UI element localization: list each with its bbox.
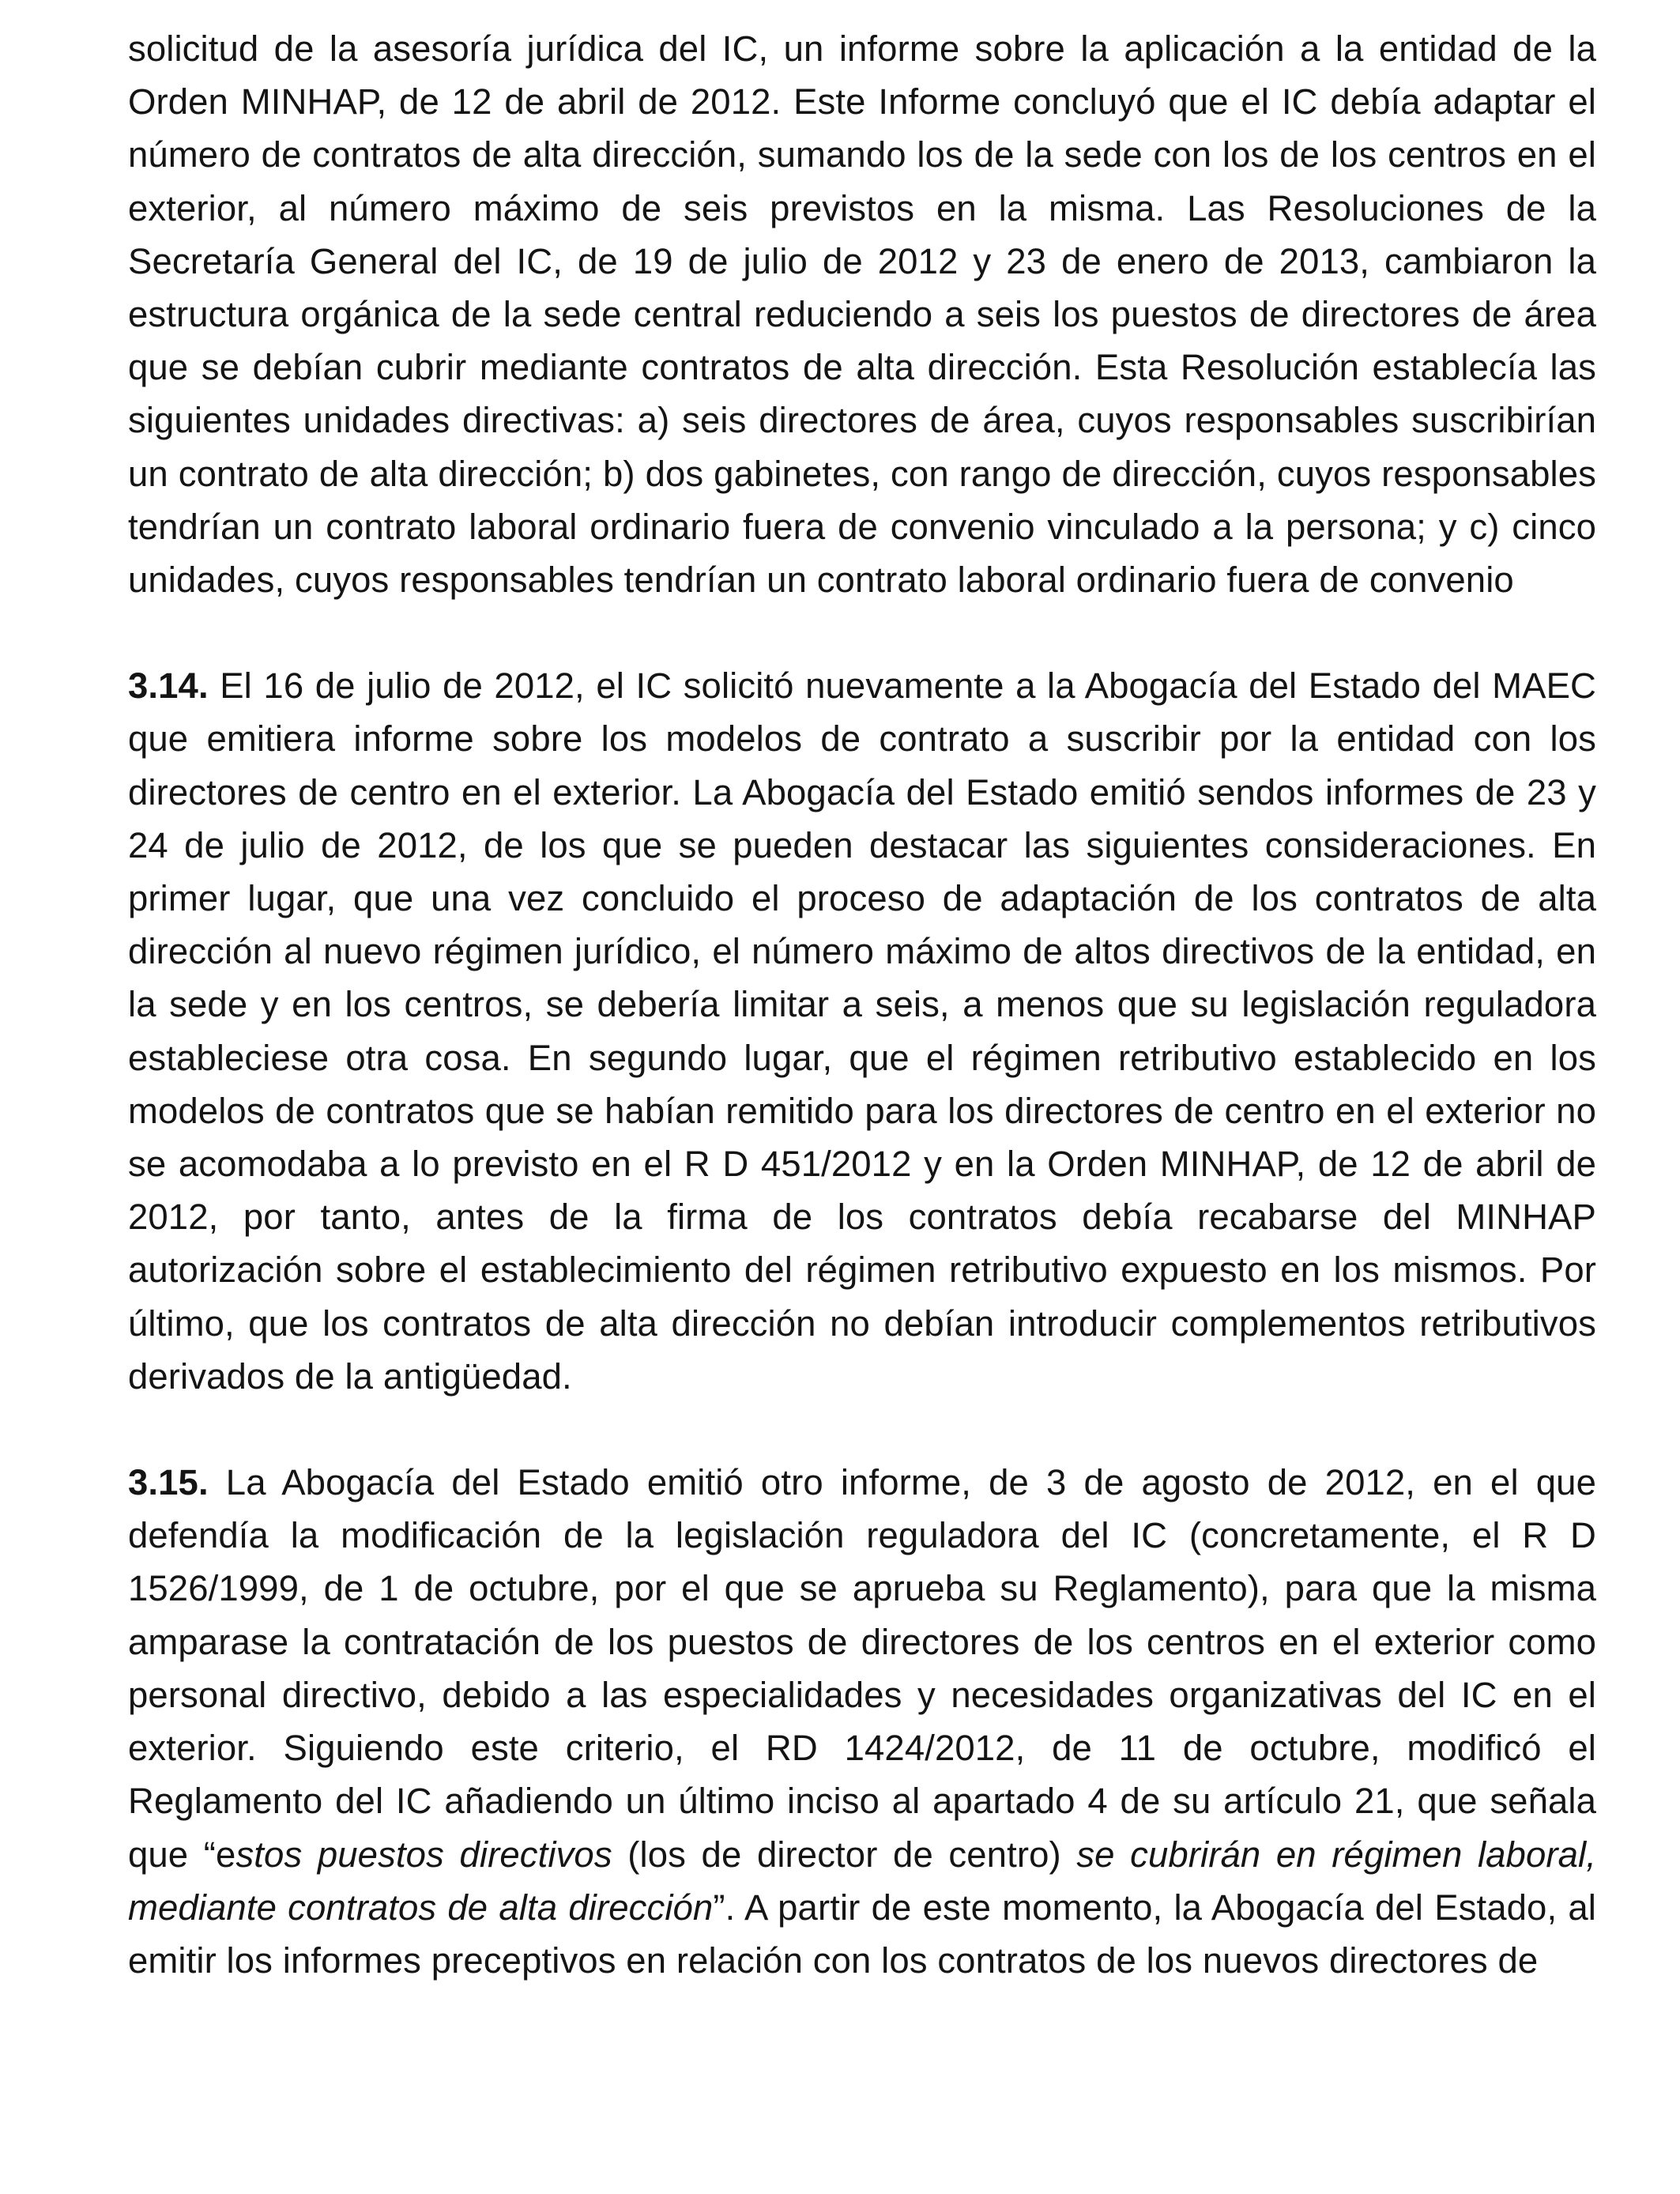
quoted-italic-text: se cubrirán en régimen laboral, mediante contratos de alta dirección: [128, 1834, 1596, 1928]
paragraph-text: La Abogacía del Estado emitió otro informe, de 3 de agosto de 2012, en el que defendía la modificación de la legislación reguladora del IC (concretamente, el R D 1526/1999, de 1 de octubre, por el que se aprueba su Reglamento), para que la misma amparase la contratación de los puestos de directores de los centros en el exterior como personal directivo, debido a las especialidades y necesidades organizativas del IC en el exterior. Siguiendo este criterio, el RD 1424/2012, de 11 de octubre, modificó el Reglamento del IC añadiendo un último inciso al apartado 4 de su artículo 21, que señala que “e: [128, 1462, 1596, 1875]
paragraph-3-14: [128, 659, 1596, 1403]
paragraph-text: ”. A partir de este momento, la Abogacía del Estado, al emitir los informes preceptivos en relación con los contratos de los nuevos directores de: [128, 1887, 1596, 1981]
document-page: [128, 22, 1596, 1987]
paragraph-3-15: [128, 1456, 1596, 1987]
paragraph-continuation: solicitud de la asesoría jurídica del IC, un informe sobre la aplicación a la entidad de la Orden MINHAP, de 12 de abril de 2012. Este Informe concluyó que el IC debía adaptar el número de contratos de alta dirección, sumando los de la sede con los de los centros en el exterior, al número máximo de seis previstos en la misma. Las Resoluciones de la Secretaría General del IC, de 19 de julio de 2012 y 23 de enero de 2013, cambiaron la estructura orgánica de la sede central reduciendo a seis los puestos de directores de área que se debían cubrir mediante contratos de alta dirección. Esta Resolución establecía las siguientes unidades directivas: a) seis directores de área, cuyos responsables suscribirían un contrato de alta dirección; b) dos gabinetes, con rango de dirección, cuyos responsables tendrían un contrato laboral ordinario fuera de convenio vinculado a la persona; y c) cinco unidades, cuyos responsables tendrían un contrato laboral ordinario fuera de convenio: [128, 28, 1596, 601]
paragraph-text: El 16 de julio de 2012, el IC solicitó nuevamente a la Abogacía del Estado del MAEC que emitiera informe sobre los modelos de contrato a suscribir por la entidad con los directores de centro en el exterior. La Abogacía del Estado emitió sendos informes de 23 y 24 de julio de 2012, de los que se pueden destacar las siguientes consideraciones. En primer lugar, que una vez concluido el proceso de adaptación de los contratos de alta dirección al nuevo régimen jurídico, el número máximo de altos directivos de la entidad, en la sede y en los centros, se debería limitar a seis, a menos que su legislación reguladora estableciese otra cosa. En segundo lugar, que el régimen retributivo establecido en los modelos de contratos que se habían remitido para los directores de centro en el exterior no se acomodaba a lo previsto en el R D 451/2012 y en la Orden MINHAP, de 12 de abril de 2012, por tanto, antes de la firma de los contratos debía recabarse del MINHAP autorización sobre el establecimiento del régimen retributivo expuesto en los mismos. Por último, que los contratos de alta dirección no debían introducir complementos retributivos derivados de la antigüedad.: [128, 665, 1596, 1397]
paragraph-number: 3.14.: [128, 665, 209, 707]
quoted-italic-text: stos puestos directivos: [235, 1834, 612, 1875]
paragraph-number: 3.15.: [128, 1462, 209, 1503]
paragraph-text: (los de director de centro): [612, 1834, 1077, 1875]
